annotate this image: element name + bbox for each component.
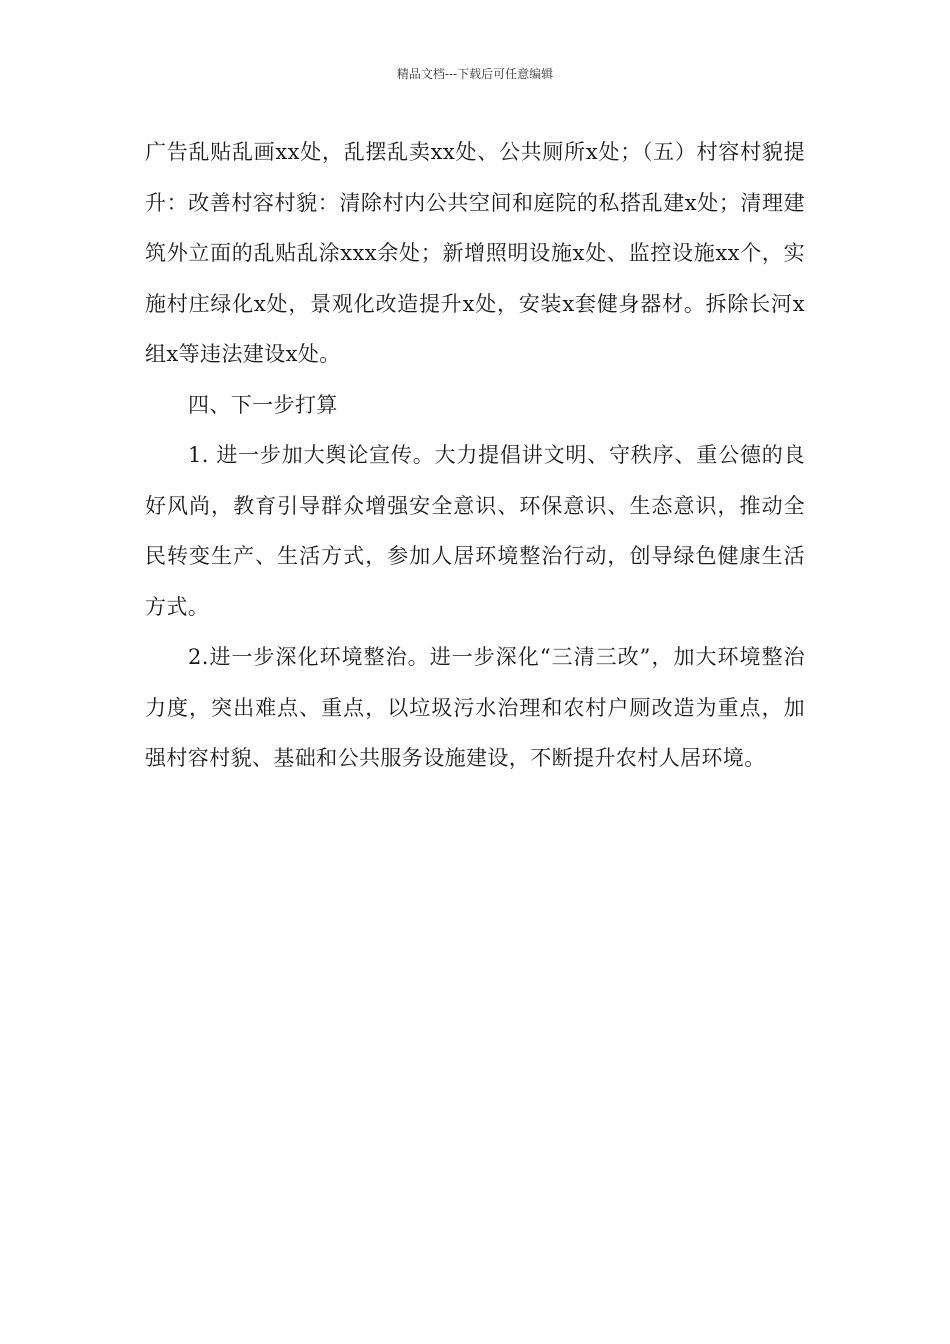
paragraph-item-1-publicity: 1. 进一步加大舆论宣传。大力提倡讲文明、守秩序、重公德的良好风尚，教育引导群众增强安全意识、环保意识、生态意识，推动全民转变生产、生活方式，参加人居环境整治行动，创导绿色健康生活方式。 bbox=[145, 443, 805, 619]
section-heading-next-steps: 四、下一步打算 bbox=[188, 392, 338, 417]
document-body bbox=[145, 127, 805, 784]
paragraph-item-2-environment: 2.进一步深化环境整治。进一步深化“三清三改”，加大环境整治力度，突出难点、重点，以垃圾污水治理和农村户厕改造为重点，加强村容村貌、基础和公共服务设施建设，不断提升农村人居环境。 bbox=[145, 645, 805, 770]
paragraph-village-appearance: 广告乱贴乱画xx处，乱摆乱卖xx处、公共厕所x处；（五）村容村貌提升：改善村容村貌：清除村内公共空间和庭院的私搭乱建x处；清理建筑外立面的乱贴乱涂xxx余处；新增照明设施x处、监控设施xx个，实施村庄绿化x处，景观化改造提升x处，安装x套健身器材。拆除长河x组x等违法建设x处。 bbox=[145, 140, 805, 366]
page-header: 精品文档---下载后可任意编辑 bbox=[396, 67, 554, 81]
